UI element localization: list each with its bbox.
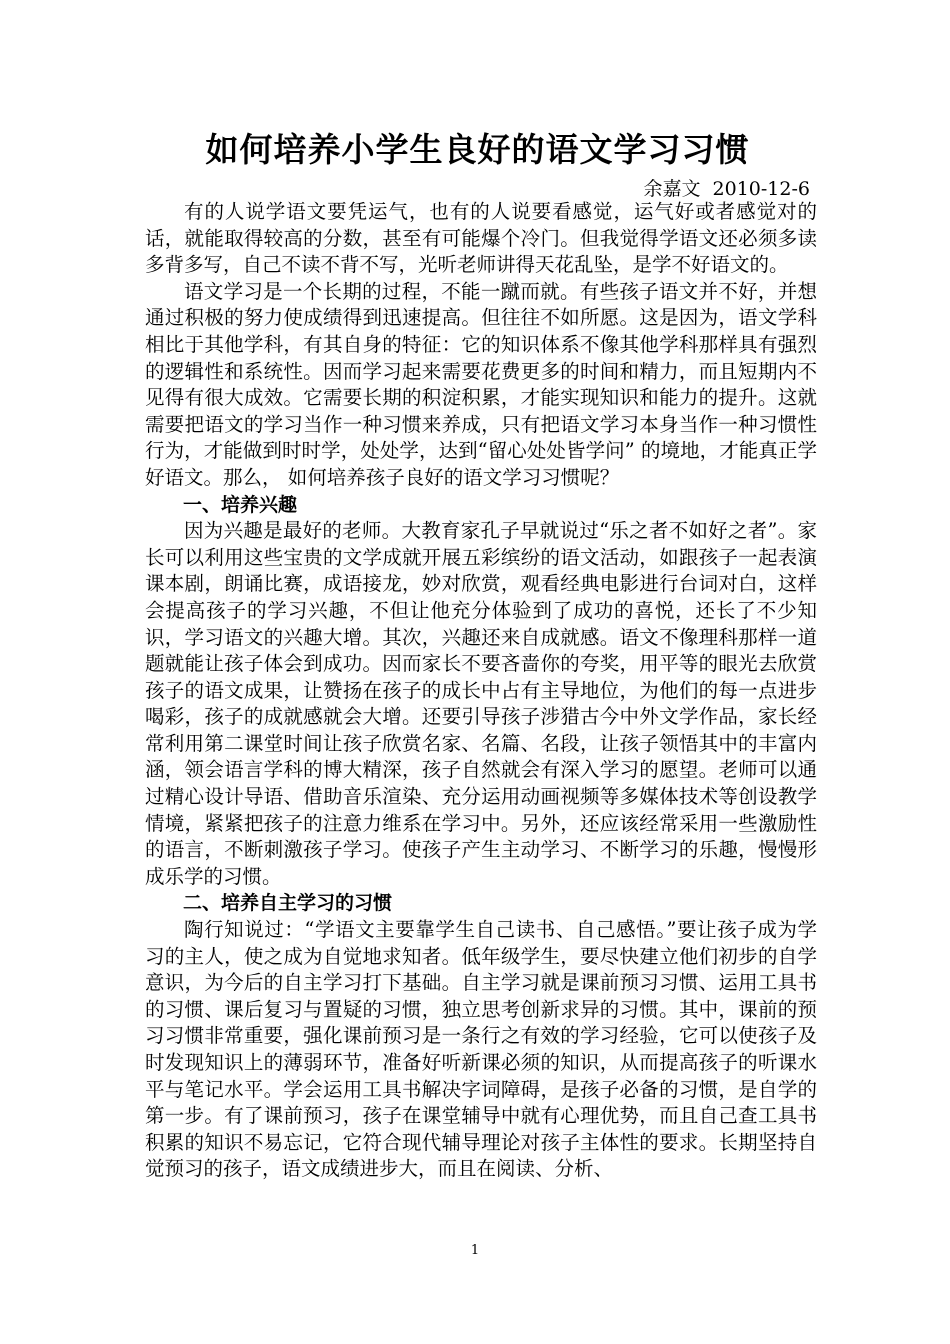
- author-date-line: 余嘉文 2010-12-6: [643, 178, 810, 200]
- document-title: 如何培养小学生良好的语文学习习惯: [205, 130, 750, 169]
- paragraph: 陶行知说过：“学语文主要靠学生自己读书、自己感悟。”要让孩子成为学习的主人，使之成为自觉地求知者。低年级学生，要尽快建立他们初步的自学意识，为今后的自主学习打下基础。自主学习就是课前预习习惯、运用工具书的习惯、课后复习与置疑的习惯，独立思考创新求异的习惯。其中，课前的预习习惯非常重要，强化课前预习是一条行之有效的学习经验，它可以使孩子及时发现知识上的薄弱环节，准备好听新课必须的知识，从而提高孩子的听课水平与笔记水平。学会运用工具书解决字词障碍，是孩子必备的习惯，是自学的第一步。有了课前预习，孩子在课堂辅导中就有心理优势，而且自己查工具书积累的知识不易忘记，它符合现代辅导理论对孩子主体性的要求。长期坚持自觉预习的孩子，语文成绩进步大，而且在阅读、分析、: [145, 918, 817, 1181]
- section-heading: 二、培养自主学习的习惯: [183, 892, 393, 915]
- paragraph: 语文学习是一个长期的过程，不能一蹴而就。有些孩子语文并不好，并想通过积极的努力使成绩得到迅速提高。但往往不如所愿。这是因为，语文学科相比于其他学科，有其自身的特征：它的知识体系不像其他学科那样具有强烈的逻辑性和系统性。因而学习起来需要花费更多的时间和精力，而且短期内不见得有很大成效。它需要长期的积淀积累，才能实现知识和能力的提升。这就需要把语文的学习当作一种习惯来养成，只有把语文学习本身当作一种习惯性行为，才能做到时时学，处处学，达到“留心处处皆学问” 的境地，才能真正学好语文。那么， 如何培养孩子良好的语文学习习惯呢？: [145, 279, 817, 489]
- document-body: [145, 199, 817, 1183]
- paragraph: 有的人说学语文要凭运气，也有的人说要看感觉，运气好或者感觉对的话，就能取得较高的分数，甚至有可能爆个冷门。但我觉得学语文还必须多读多背多写，自己不读不背不写，光听老师讲得天花乱坠，是学不好语文的。: [145, 200, 817, 277]
- section-heading: 一、培养兴趣: [183, 493, 298, 516]
- page-number: 1: [470, 1243, 480, 1258]
- paragraph: 因为兴趣是最好的老师。大教育家孔子早就说过“乐之者不如好之者”。家长可以利用这些宝贵的文学成就开展五彩缤纷的语文活动，如跟孩子一起表演课本剧，朗诵比赛，成语接龙，妙对欣赏，观看经典电影进行台词对白，这样会提高孩子的学习兴趣，不但让他充分体验到了成功的喜悦，还长了不少知识，学习语文的兴趣大增。其次，兴趣还来自成就感。语文不像理科那样一道题就能让孩子体会到成功。因而家长不要吝啬你的夸奖，用平等的眼光去欣赏孩子的语文成果，让赞扬在孩子的成长中占有主导地位，为他们的每一点进步喝彩，孩子的成就感就会大增。还要引导孩子涉猎古今中外文学作品，家长经常利用第二课堂时间让孩子欣赏名家、名篇、名段，让孩子领悟其中的丰富内涵，领会语言学科的博大精深，孩子自然就会有深入学习的愿望。老师可以通过精心设计导语、借助音乐渲染、充分运用动画视频等多媒体技术等创设教学情境，紧紧把孩子的注意力维系在学习中。另外，还应该经常采用一些激励性的语言，不断刺激孩子学习。使孩子产生主动学习、不断学习的乐趣，慢慢形成乐学的习惯。: [145, 519, 817, 888]
